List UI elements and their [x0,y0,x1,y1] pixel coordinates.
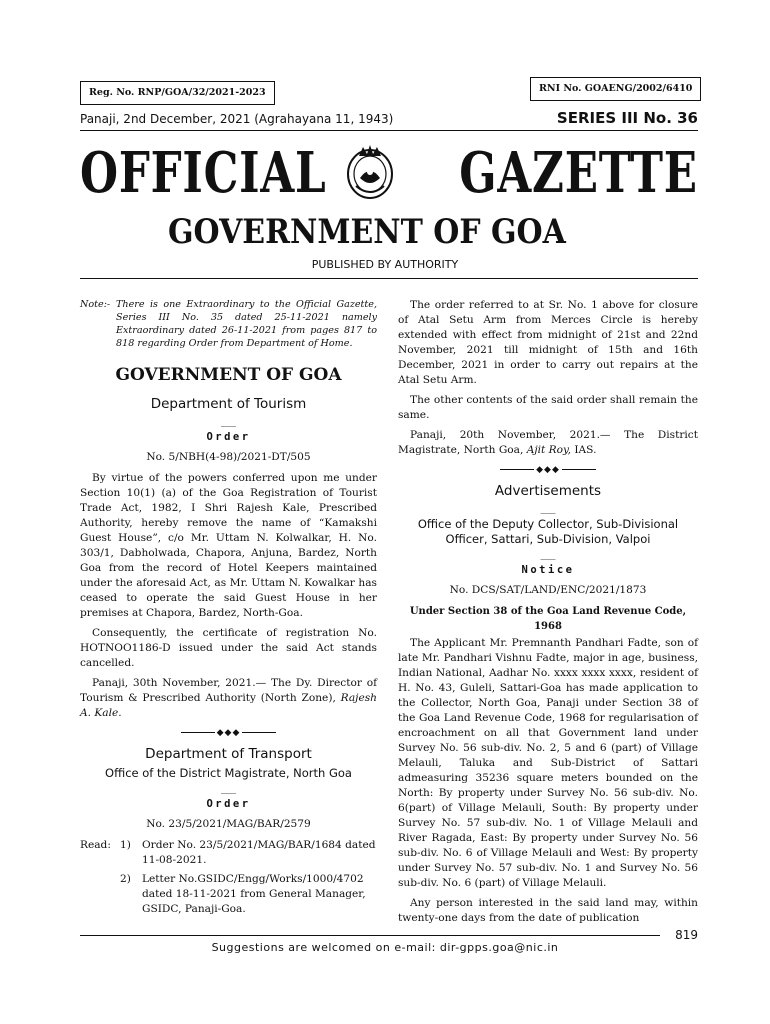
read-item [120,838,377,868]
notice-label: Notice [521,564,575,576]
goa-emblem-icon [342,142,398,202]
tourism-order-para-2: Consequently, the certificate of registration No. HOTNOO1186-D issued under the said Act stands cancelled. [80,627,377,669]
notice-para-2: Any person interested in the said land may, within twenty-one days from the date of publication [398,897,698,924]
ornament-diamonds: ◆◆◆ [536,465,560,475]
transport-order-para-2: The other contents of the said order shall remain the same. [398,394,698,421]
transport-sign-suffix: IAS. [570,444,597,456]
separator-dash: ___ [540,503,556,514]
masthead [80,138,698,208]
read-item-text: Letter No.GSIDC/Engg/Works/1000/4702 dated 18-11-2021 from General Manager, GSIDC, Panaji-Goa. [142,873,366,915]
separator-dash: ___ [221,416,236,427]
section-heading-government: GOVERNMENT OF GOA [115,365,342,385]
masthead-gazette: GAZETTE [459,140,698,206]
transport-order-para-1: The order referred to at Sr. No. 1 above for closure of Atal Setu Arm from Merces Circle is hereby extended with effect from midnight of 21st and 22nd November, 2021 till midnight of 15th and 16th December, 2021 in order to carry out repairs at the Atal Setu Arm. [398,299,698,386]
transport-sign-name: Ajit Roy, [526,444,571,456]
section-ornament [80,726,377,741]
published-by-authority: PUBLISHED BY AUTHORITY [311,258,459,271]
separator-dash: ___ [221,783,236,794]
section-ornament [398,463,698,478]
note-label: Note:- [80,299,111,310]
read-label: Read: [80,839,111,851]
transport-sign-text: Panaji, 20th November, 2021.— The District Magistrate, North Goa, [398,429,698,456]
government-of-goa-title: GOVERNMENT OF GOA [168,212,566,252]
issue-dateline: Panaji, 2nd December, 2021 (Agrahayana 11, 1943) [80,112,394,126]
header-rule [80,130,698,131]
read-references [80,838,377,921]
ornament-diamonds: ◆◆◆ [216,728,241,738]
tourism-order-number: No. 5/NBH(4-98)/2021-DT/505 [146,451,311,463]
transport-office: Office of the District Magistrate, North Goa [105,766,352,780]
order-label: Order [206,798,251,810]
read-item-text: Order No. 23/5/2021/MAG/BAR/1684 dated 11-08-2021. [142,839,376,866]
registration-number: Reg. No. RNP/GOA/32/2021-2023 [80,81,275,105]
page-number: 819 [675,928,698,942]
deputy-collector-office: Office of the Deputy Collector, Sub-Divisional Officer, Sattari, Sub-Division, Valpoi [417,517,679,546]
tourism-sign-name: Rajesh A. Kale. [80,692,377,719]
transport-order-signature [398,428,698,458]
dept-transport-heading: Department of Transport [145,746,312,762]
extraordinary-note [80,298,377,350]
tourism-sign-text: Panaji, 30th November, 2021.— The Dy. Director of Tourism & Prescribed Authority (North Zone), [80,677,377,704]
read-item-number: 2) [120,873,131,885]
published-rule [80,278,698,279]
tourism-order-para-1: By virtue of the powers conferred upon me under Section 10(1) (a) of the Goa Registration of Tourist Trade Act, 1982, I Shri Rajesh Kale, Prescribed Authority, hereby remove the name of “Kamakshi Guest House”, c/o Mr. Uttam N. Kolwalkar, H. No. 303/1, Dabholwada, Chapora, Anjuna, Bardez, North Goa from the record of Hotel Keepers maintained under the aforesaid Act, as Mr. Uttam N. Kowalkar has ceased to operate the said Guest House in her premises at Chapora, Bardez, North-Goa. [80,472,377,619]
order-label: Order [206,431,251,443]
notice-section-heading: Under Section 38 of the Goa Land Revenue Code, 1968 [409,606,687,632]
masthead-official: OFFICIAL [80,140,327,206]
read-item-number: 1) [120,839,131,851]
left-column [80,298,377,925]
read-list [120,838,377,921]
advertisements-heading: Advertisements [494,483,602,499]
notice-number: No. DCS/SAT/LAND/ENC/2021/1873 [449,584,647,596]
tourism-order-signature [80,676,377,721]
right-column [398,298,698,931]
transport-order-number: No. 23/5/2021/MAG/BAR/2579 [146,818,311,830]
note-text: There is one Extraordinary to the Official Gazette, Series III No. 35 dated 25-11-2021 namely Extraordinary dated 26-11-2021 from pages 817 to 818 regarding Order from Department of Home. [116,299,377,349]
dept-tourism-heading: Department of Tourism [150,396,307,412]
read-item [120,872,377,917]
series-number: SERIES III No. 36 [556,109,698,127]
rni-number: RNI No. GOAENG/2002/6410 [530,77,701,101]
suggestions-footer: Suggestions are welcomed on e-mail: dir-gpps.goa@nic.in [211,941,559,954]
footer-rule [80,935,660,936]
separator-dash: ___ [540,549,556,560]
notice-para-1: The Applicant Mr. Premnanth Pandhari Fadte, son of late Mr. Pandhari Vishnu Fadte, major in age, business, Indian National, Aadhar No. xxxx xxxx xxxx, resident of H. No. 43, Guleli, Sattari-Goa has made application to the Collector, North Goa, Panaji under Section 38 of the Goa Land Revenue Code, 1968 for regularisation of encroachment on all that Government land under Survey No. 56 sub-div. No. 2, 5 and 6 (part) of Village Melauli, Taluka and Sub-District of Sattari admeasuring 35236 square meters bounded on the North: By property under Survey No. 56 sub-div. No. 6(part) of Village Melauli, South: By property under Survey No. 57 sub-div. No. 1 of Village Melauli and River Ragada, East: By property under Survey No. 56 sub-div. No. 6 of Village Melauli and West: By property under Survey No. 57 sub-div. No. 1 and Survey No. 56 sub-div. No. 6 (part) of Village Melauli. [398,637,698,889]
